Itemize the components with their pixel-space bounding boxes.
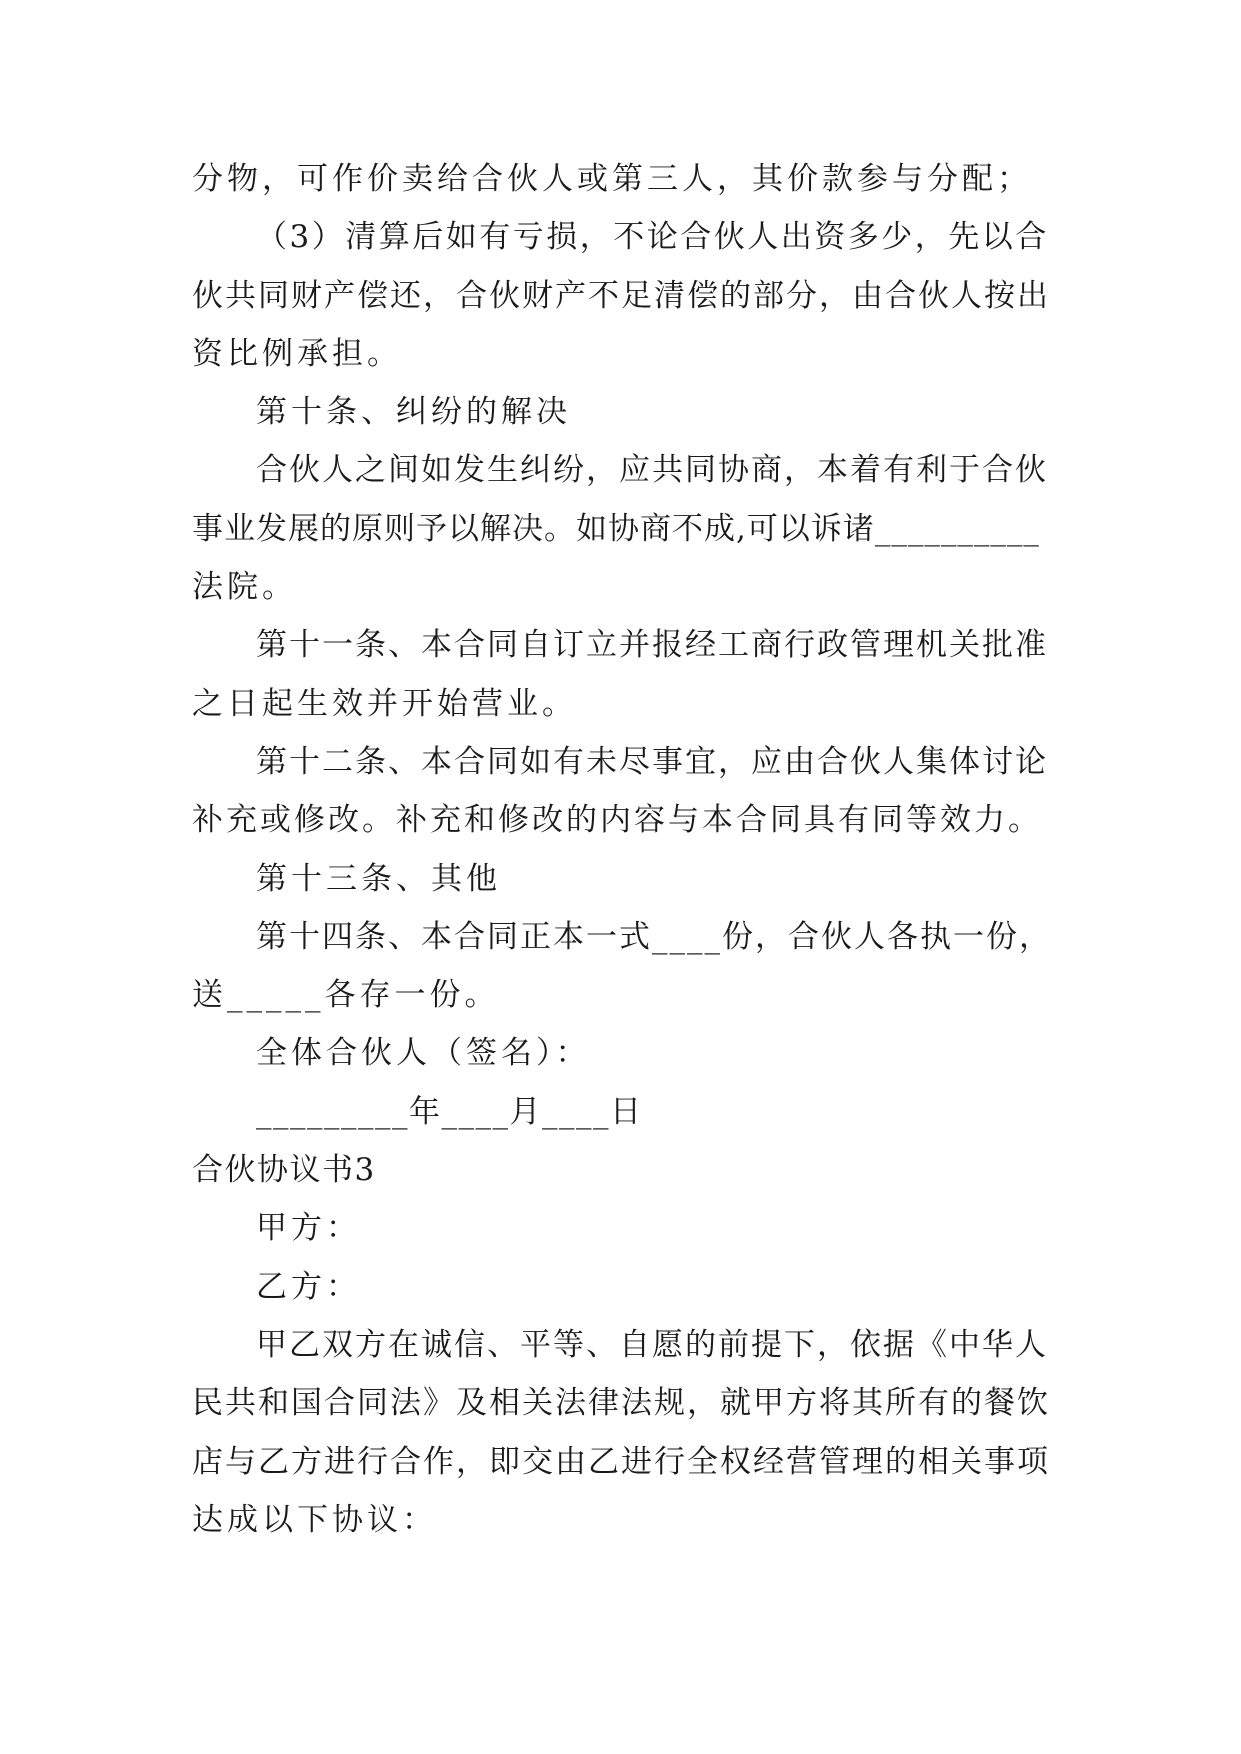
text-line: 店与乙方进行合作，即交由乙进行全权经营管理的相关事项 <box>192 1443 1050 1480</box>
text-line: 送_____各存一份。 <box>192 977 500 1014</box>
text-line: 事业发展的原则予以解决。如协商不成,可以诉诸__________ <box>192 510 1040 547</box>
text-line: 资比例承担。 <box>192 335 402 372</box>
text-line: 之日起生效并开始营业。 <box>192 685 577 722</box>
text-line: （3）清算后如有亏损，不论合伙人出资多少，先以合 <box>256 219 1049 256</box>
document-title: 合伙协议书3 <box>192 1152 376 1189</box>
text-line: 合伙人之间如发生纠纷，应共同协商，本着有利于合伙 <box>256 452 1048 489</box>
section-heading: 第十条、纠纷的解决 <box>256 394 571 431</box>
text-line: 补充或修改。补充和修改的内容与本合同具有同等效力。 <box>192 802 1042 839</box>
text-line: 民共和国合同法》及相关法律法规，就甲方将其所有的餐饮 <box>192 1385 1050 1422</box>
party-a-label: 甲方： <box>256 1210 361 1247</box>
party-b-label: 乙方： <box>256 1268 361 1305</box>
text-line: 第十四条、本合同正本一式____份，合伙人各执一份， <box>256 918 1052 955</box>
text-line: 分物，可作价卖给合伙人或第三人，其价款参与分配； <box>192 161 1032 197</box>
text-line: 伙共同财产偿还，合伙财产不足清偿的部分，由合伙人按出 <box>192 277 1050 314</box>
text-line: 第十二条、本合同如有未尽事宜，应由合伙人集体讨论 <box>256 743 1048 780</box>
text-line: 第十一条、本合同自订立并报经工商行政管理机关批准 <box>256 627 1048 664</box>
text-line: 法院。 <box>192 569 297 606</box>
section-heading: 第十三条、其他 <box>256 860 501 897</box>
document-body <box>192 150 1052 1549</box>
text-line: 达成以下协议： <box>192 1501 437 1538</box>
text-line: 甲乙双方在诚信、平等、自愿的前提下，依据《中华人 <box>256 1326 1048 1363</box>
signature-label: 全体合伙人（签名）： <box>256 1035 591 1072</box>
date-line: _________年____月____日 <box>256 1093 643 1130</box>
